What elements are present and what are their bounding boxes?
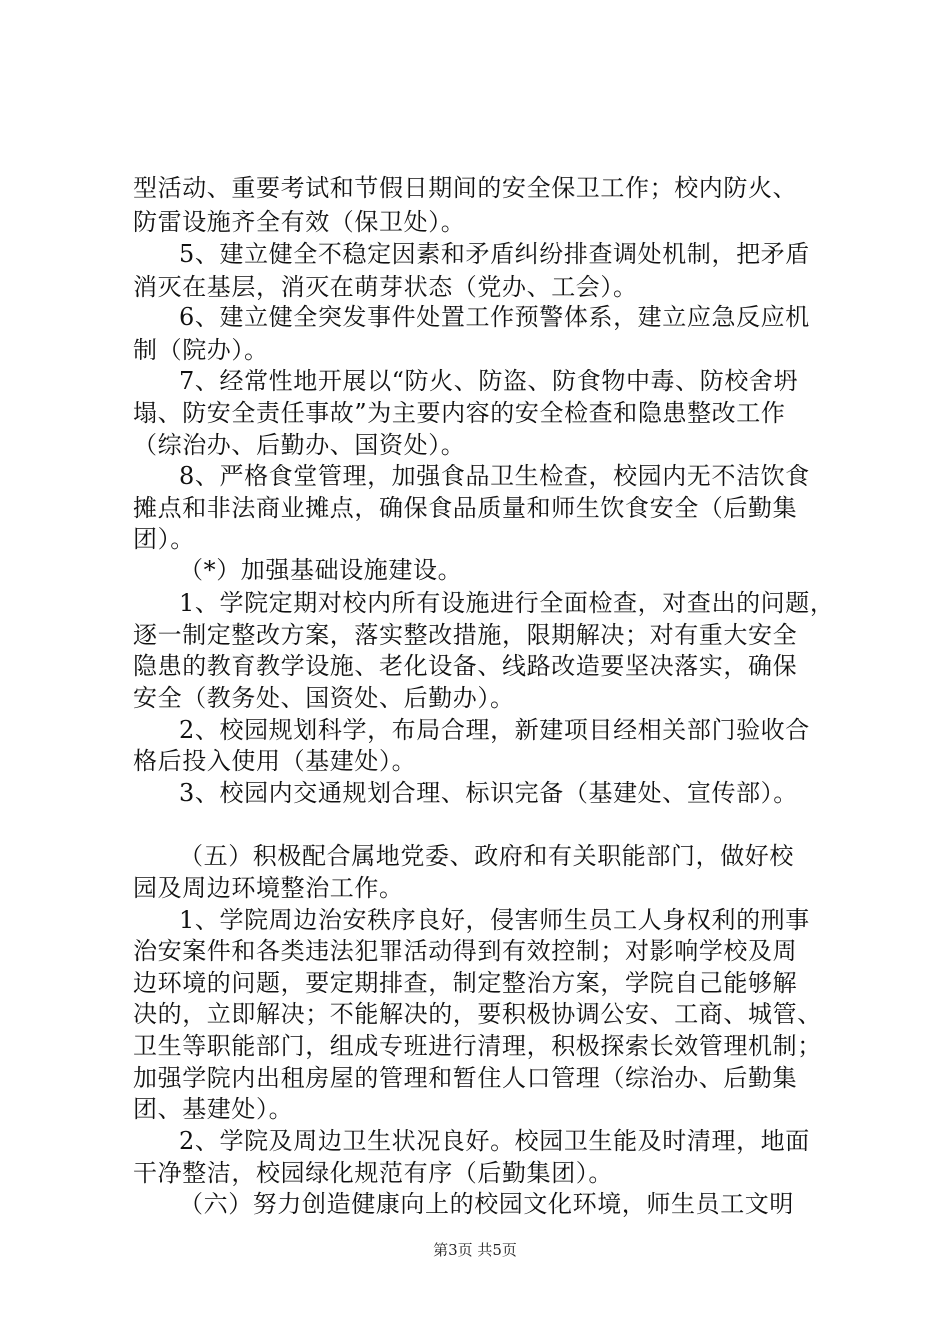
text-line-19: 格后投入使用（基建处）。 — [133, 747, 417, 775]
text-line-16: 隐患的教育教学设施、老化设备、线路改造要坚决落实，确保 — [133, 652, 798, 680]
text-line-18: 2、校园规划科学，布局合理，新建项目经相关部门验收合 — [179, 716, 810, 744]
text-line-30: 2、学院及周边卫生状况良好。校园卫生能及时清理，地面 — [179, 1127, 810, 1155]
text-line-22: 园及周边环境整治工作。 — [133, 874, 404, 902]
text-line-28: 加强学院内出租房屋的管理和暂住人口管理（综治办、后勤集 — [133, 1064, 798, 1092]
text-line-26: 决的，立即解决；不能解决的，要积极协调公安、工商、城管、 — [133, 1000, 822, 1028]
text-line-20: 3、校园内交通规划合理、标识完备（基建处、宣传部）。 — [179, 779, 798, 807]
text-line-25: 边环境的问题，要定期排查，制定整治方案，学院自己能够解 — [133, 969, 798, 997]
text-line-32: （六）努力创造健康向上的校园文化环境，师生员工文明 — [179, 1190, 794, 1218]
text-line-13: （*）加强基础设施建设。 — [179, 556, 463, 584]
text-line-31: 干净整洁，校园绿化规范有序（后勤集团）。 — [133, 1159, 613, 1187]
text-line-10: 8、严格食堂管理，加强食品卫生检查，校园内无不洁饮食 — [179, 462, 810, 490]
text-line-7: 7、经常性地开展以“防火、防盗、防食物中毒、防校舍坍 — [179, 367, 799, 395]
text-line-17: 安全（教务处、国资处、后勤办）。 — [133, 684, 515, 712]
text-line-5: 6、建立健全突发事件处置工作预警体系，建立应急反应机 — [179, 303, 810, 331]
text-line-27: 卫生等职能部门，组成专班进行清理，积极探索长效管理机制； — [133, 1032, 822, 1060]
page-footer: 第3页 共5页 — [433, 1241, 517, 1259]
text-line-3: 5、建立健全不稳定因素和矛盾纠纷排查调处机制，把矛盾 — [179, 240, 810, 268]
text-line-15: 逐一制定整改方案，落实整改措施，限期解决；对有重大安全 — [133, 621, 798, 649]
text-line-6: 制（院办）。 — [133, 336, 269, 364]
text-line-8: 塌、防安全责任事故”为主要内容的安全检查和隐患整改工作 — [133, 399, 786, 427]
text-line-4: 消灭在基层，消灭在萌芽状态（党办、工会）。 — [133, 273, 638, 301]
text-line-14: 1、学院定期对校内所有设施进行全面检查，对查出的问题， — [179, 589, 835, 617]
text-line-1: 型活动、重要考试和节假日期间的安全保卫工作；校内防火、 — [133, 174, 798, 202]
text-line-11: 摊点和非法商业摊点，确保食品质量和师生饮食安全（后勤集 — [133, 494, 798, 522]
text-line-12: 团）。 — [133, 525, 195, 553]
text-line-2: 防雷设施齐全有效（保卫处）。 — [133, 208, 466, 236]
text-line-29: 团、基建处）。 — [133, 1095, 294, 1123]
text-line-9: （综治办、后勤办、国资处）。 — [133, 431, 466, 459]
text-line-24: 治安案件和各类违法犯罪活动得到有效控制；对影响学校及周 — [133, 937, 798, 965]
text-line-21: （五）积极配合属地党委、政府和有关职能部门，做好校 — [179, 842, 794, 870]
text-line-23: 1、学院周边治安秩序良好，侵害师生员工人身权利的刑事 — [179, 906, 810, 934]
